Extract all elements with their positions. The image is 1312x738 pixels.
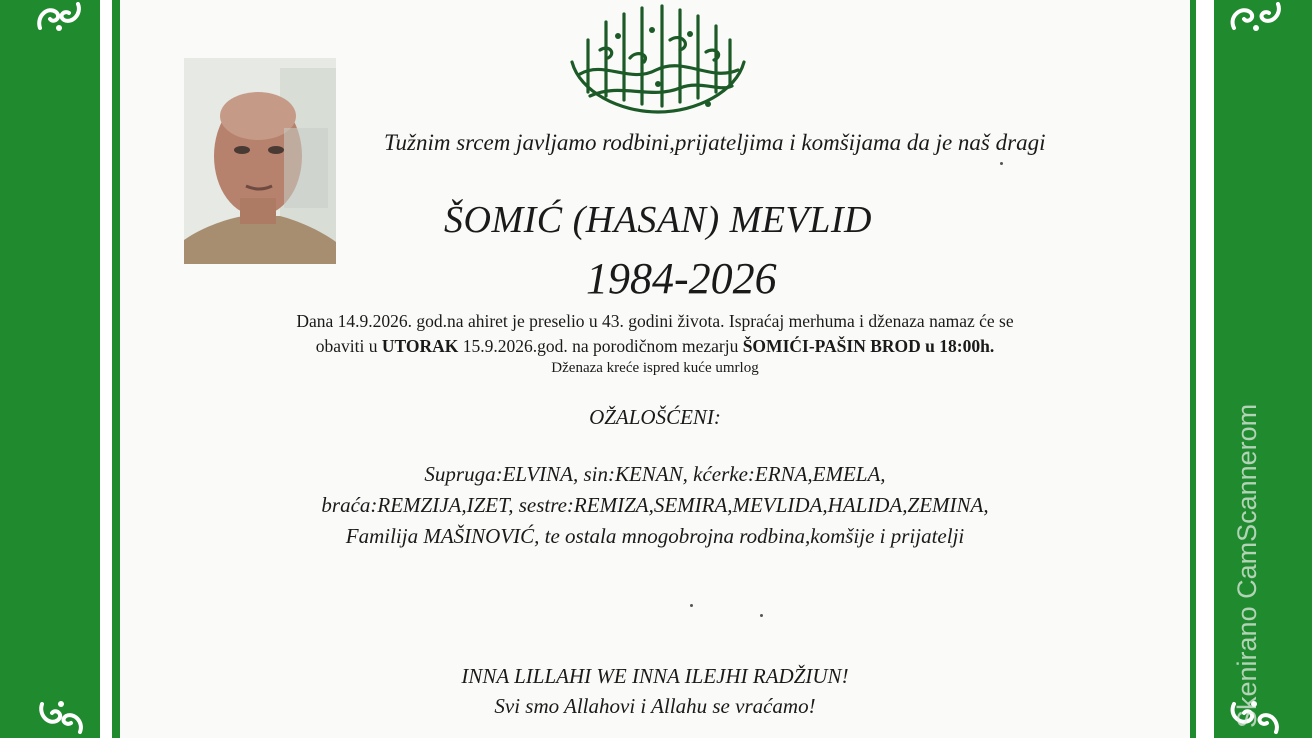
mourners-heading: OŽALOŠĆENI: [589, 405, 721, 429]
family-line-3: Familija MAŠINOVIĆ, te ostala mnogobrojna rodbina,komšije i prijatelji [345, 524, 965, 548]
funeral-info-line-1: Dana 14.9.2026. god.na ahiret je preselio u 43. godini života. Ispraćaj merhuma i dženaza namaz će se [296, 311, 1014, 331]
speck [690, 604, 693, 607]
funeral-day: UTORAK [381, 336, 459, 356]
funeral-info-line-3: Dženaza kreće ispred kuće umrlog [551, 360, 759, 376]
life-years: 1984-2026 [586, 254, 777, 303]
closing-line-2: Svi smo Allahovi i Allahu se vraćamo! [494, 694, 816, 718]
scanner-watermark [1228, 352, 1268, 738]
speck [760, 614, 763, 617]
calligraphy-emblem-icon [560, 0, 756, 128]
watermark-text: Skenirano CamScannerom [1232, 403, 1262, 728]
deceased-name: ŠOMIĆ (HASAN) MEVLID [444, 199, 872, 241]
bottom-left-ornament-icon [36, 696, 86, 738]
funeral-place-time: ŠOMIĆI-PAŠIN BROD u 18:00h. [742, 336, 995, 356]
left-white-strip [100, 0, 112, 738]
closing-line-1: INNA LILLAHI WE INNA ILEJHI RADŽIUN! [461, 664, 849, 688]
funeral-info-line-2 [120, 336, 1190, 357]
top-left-ornament-icon [34, 0, 84, 34]
left-green-border [0, 0, 100, 738]
info-text: obaviti u [315, 336, 382, 356]
top-right-ornament-icon [1226, 0, 1286, 34]
info-text: 15.9.2026.god. na porodičnom mezarju [458, 336, 743, 356]
deceased-portrait [184, 58, 336, 264]
family-line-1: Supruga:ELVINA, sin:KENAN, kćerke:ERNA,EMELA, [424, 462, 886, 486]
right-white-strip [1196, 0, 1214, 738]
intro-text: Tužnim srcem javljamo rodbini,prijateljima i komšijama da je naš dragi [384, 130, 1046, 155]
speck [1000, 162, 1003, 165]
right-inner-green-line [1190, 0, 1196, 738]
family-line-2: braća:REMZIJA,IZET, sestre:REMIZA,SEMIRA,MEVLIDA,HALIDA,ZEMINA, [321, 493, 989, 517]
left-inner-green-line [112, 0, 120, 738]
